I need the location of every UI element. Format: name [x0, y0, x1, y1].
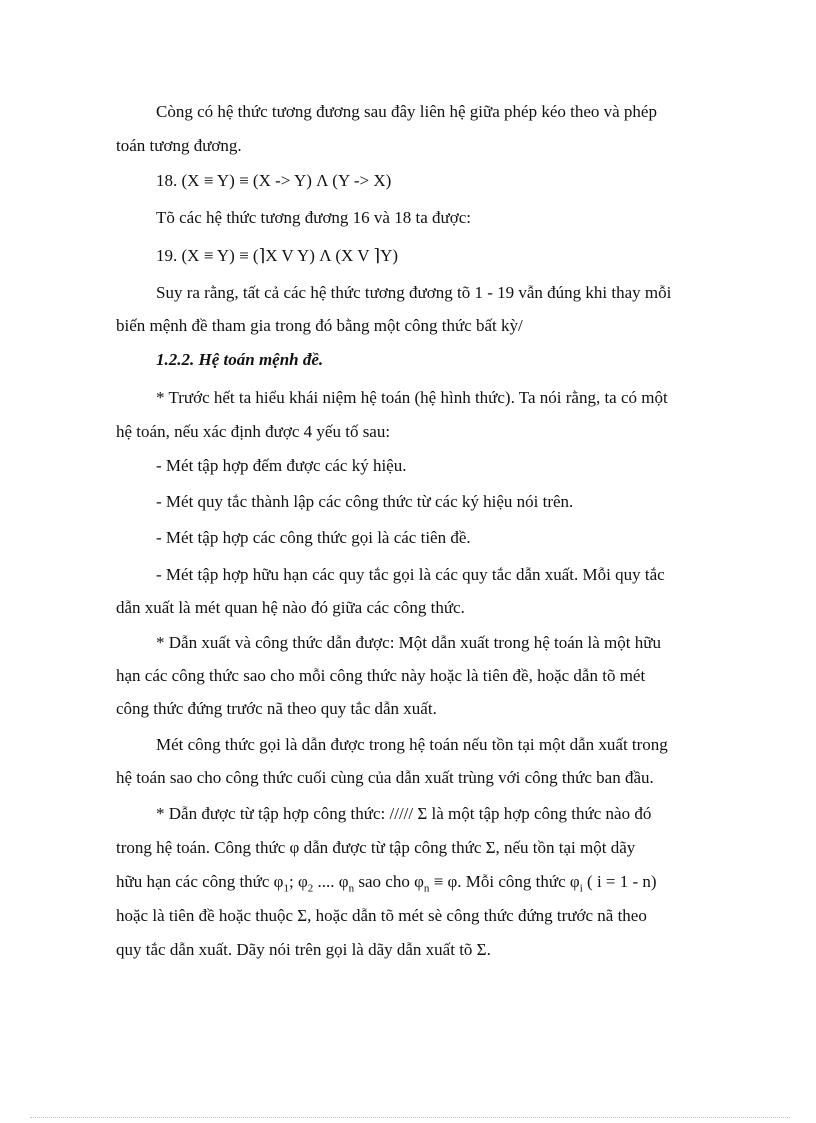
- paragraph-line: Tõ các hệ thức tương đương 16 và 18 ta được:: [156, 208, 471, 227]
- list-item: - Mét tập hợp đếm được các ký hiệu.: [156, 456, 407, 475]
- paragraph-line: hệ toán, nếu xác định được 4 yếu tố sau:: [116, 422, 391, 441]
- page-border: [30, 1117, 790, 1118]
- paragraph-line: biến mệnh đề tham gia trong đó bằng một công thức bất kỳ/: [116, 316, 523, 335]
- paragraph-line: Mét công thức gọi là dẫn được trong hệ toán nếu tồn tại một dẫn xuất trong: [156, 735, 668, 754]
- section-heading: 1.2.2. Hệ toán mệnh đề.: [156, 350, 324, 369]
- list-item: - Mét quy tắc thành lập các công thức từ các ký hiệu nói trên.: [156, 492, 574, 511]
- list-item: - Mét tập hợp hữu hạn các quy tắc gọi là các quy tắc dẫn xuất. Mỗi quy tắc: [156, 565, 665, 584]
- paragraph-line: công thức đứng trước nã theo quy tắc dẫn xuất.: [116, 699, 437, 718]
- sequence-line: hữu hạn các công thức $\varphi_1$; $\varphi_2$ .... $\varphi_n$ sao cho $\varphi_n \equiv \varphi$. Mỗi công thức $\varphi_i$ ( i = 1 - n): [116, 872, 657, 895]
- paragraph-line: trong hệ toán. Công thức φ dẫn được từ tập công thức Σ, nếu tồn tại một dãy: [116, 838, 636, 857]
- paragraph-line: * Dẫn xuất và công thức dẫn được: Một dẫn xuất trong hệ toán là một hữu: [156, 633, 661, 652]
- paragraph-line: hạn các công thức sao cho mỗi công thức này hoặc là tiên đề, hoặc dẫn tõ mét: [116, 666, 646, 685]
- paragraph-line: toán tương đương.: [116, 136, 242, 155]
- paragraph-line: hoặc là tiên đề hoặc thuộc Σ, hoặc dẫn tõ mét sè công thức đứng trước nã theo: [116, 906, 647, 925]
- paragraph-line: Suy ra rằng, tất cả các hệ thức tương đương tõ 1 - 19 vẫn đúng khi thay mỗi: [156, 283, 672, 302]
- formula-19: 19. (X ≡ Y) ≡ (⌉X V Y) Λ (X V ⌉Y): [156, 246, 399, 265]
- list-item: - Mét tập hợp các công thức gọi là các tiên đề.: [156, 528, 471, 547]
- paragraph-line: hệ toán sao cho công thức cuối cùng của dẫn xuất trùng với công thức ban đầu.: [116, 768, 654, 787]
- paragraph-line: dẫn xuất là mét quan hệ nào đó giữa các công thức.: [116, 598, 465, 617]
- paragraph-line: * Trước hết ta hiểu khái niệm hệ toán (hệ hình thức). Ta nói rằng, ta có một: [156, 388, 668, 407]
- paragraph-line: * Dẫn được từ tập hợp công thức: ///// Σ là một tập hợp công thức nào đó: [156, 804, 652, 823]
- formula-18: 18. (X ≡ Y) ≡ (X -> Y) Λ (Y -> X): [156, 171, 392, 190]
- paragraph-line: Còng có hệ thức tương đương sau đây liên hệ giữa phép kéo theo và phép: [156, 102, 657, 121]
- paragraph-line: quy tắc dẫn xuất. Dãy nói trên gọi là dãy dẫn xuất tõ Σ.: [116, 940, 491, 959]
